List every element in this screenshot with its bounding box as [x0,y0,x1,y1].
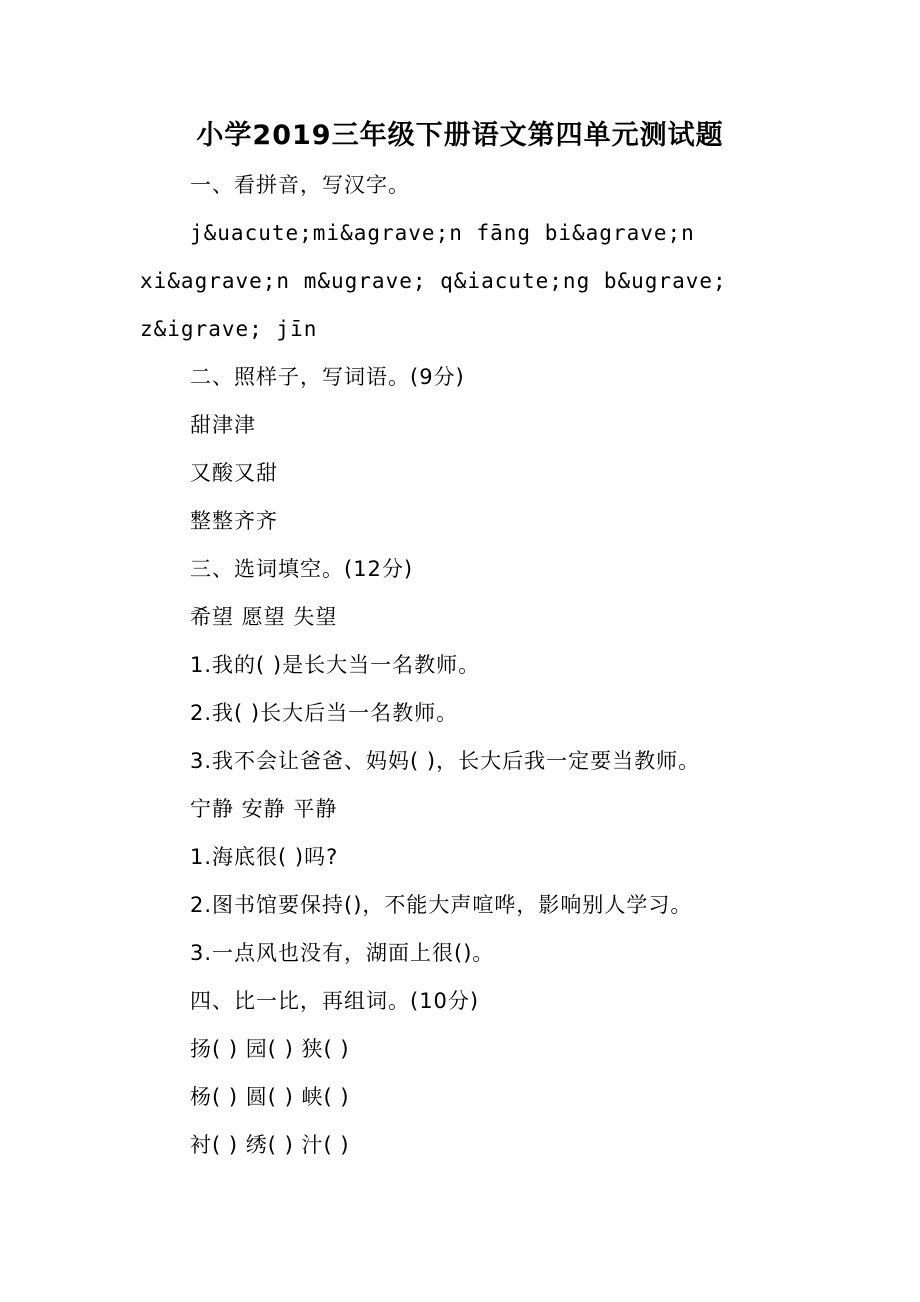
pinyin-line: xi&agrave;n m&ugrave; q&iacute;ng b&ugrave; [140,269,727,293]
text-line: 3.我不会让爸爸、妈妈( )，长大后我一定要当教师。 [190,749,701,773]
text-line: 衬( ) 绣( ) 汁( ) [190,1133,350,1157]
text-line: 2.图书馆要保持()，不能大声喧哗，影响别人学习。 [190,893,693,917]
text-line: 3.一点风也没有，湖面上很()。 [190,941,495,965]
text-line: 宁静 安静 平静 [190,797,338,821]
document-body [140,161,860,1169]
text-line: 一、看拼音，写汉字。 [190,173,410,197]
text-line: 四、比一比，再组词。(10分) [190,989,480,1013]
text-line: 整整齐齐 [190,509,278,533]
text-line: 扬( ) 园( ) 狭( ) [190,1037,350,1061]
text-line: 2.我( )长大后当一名教师。 [190,701,459,725]
text-line: 1.海底很( )吗? [190,845,339,869]
pinyin-line: j&uacute;mi&agrave;n fāng bi&agrave;n [190,221,695,245]
text-line: 杨( ) 圆( ) 峡( ) [190,1085,350,1109]
text-line: 又酸又甜 [190,461,278,485]
pinyin-line: z&igrave; jīn [140,317,318,341]
text-line: 希望 愿望 失望 [190,605,338,629]
text-line: 二、照样子，写词语。(9分) [190,365,465,389]
text-line: 三、选词填空。(12分) [190,557,414,581]
text-line: 1.我的( )是长大当一名教师。 [190,653,481,677]
text-line: 甜津津 [190,413,256,437]
document-title: 小学2019三年级下册语文第四单元测试题 [196,120,724,151]
